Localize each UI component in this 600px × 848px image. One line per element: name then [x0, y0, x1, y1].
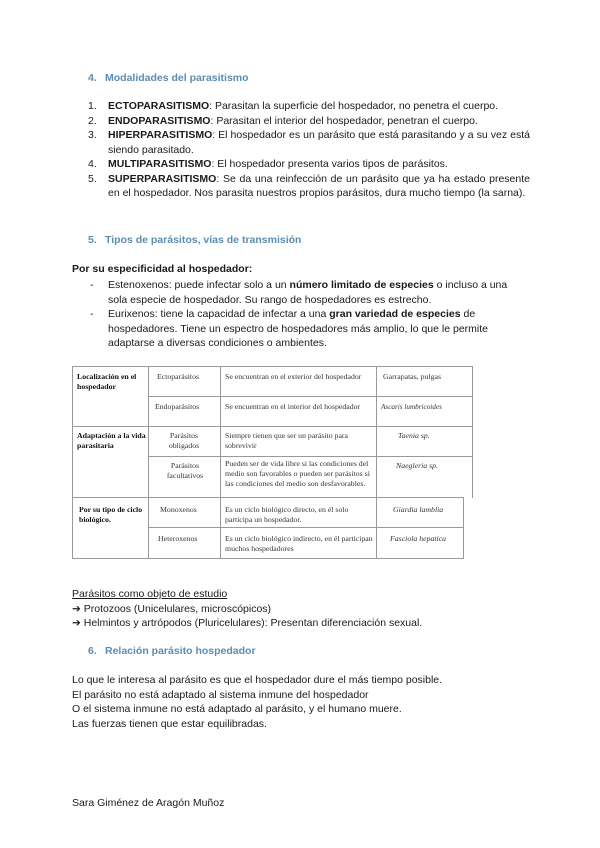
text-line: Lo que le interesa al parásito es que el hospedador dure el más tiempo posible. — [72, 674, 443, 686]
table-cell: Se encuentran en el interior del hospedador — [225, 402, 361, 411]
table-cell: Es un ciclo biológico directo, en él solo participa un hospedador. — [225, 505, 349, 524]
list-item: 3. HIPERPARASITISMO: El hospedador es un parásito que está parasitando y a su vez está siendo parasitado. — [88, 129, 530, 156]
study-block — [72, 587, 422, 631]
list-item: - Eurixenos: tiene la capacidad de infectar a una gran variedad de especies de hospedadores. Tiene un espectro de hospedadores más amplio, lo que le permite adaptarse a diversas condiciones o ambientes. — [90, 308, 488, 349]
table-cell: Taenia sp. — [398, 431, 430, 440]
table-cell: Localización en el hospedador — [77, 372, 137, 391]
footer-author: Sara Giménez de Aragón Muñoz — [72, 797, 225, 809]
text-line: O el sistema inmune no está adaptado al parásito, y el humano muere. — [72, 703, 402, 715]
term: MULTIPARASITISMO — [108, 158, 212, 170]
section-4-heading — [88, 72, 249, 84]
table-cell: Naegleria sp. — [396, 461, 439, 470]
table-cell: Monoxenos — [160, 505, 197, 514]
list-item: ➔ Protozoos (Unicelulares, microscópicos) — [72, 602, 272, 615]
list-item: 5. SUPERPARASITISMO: Se da una reinfección de un parásito que ya ha estado presente en el hospedador. Nos parasita nuestros propios parásitos, dura mucho tiempo (la sarna). — [88, 172, 530, 199]
specificity-heading: Por su especificidad al hospedador: — [72, 263, 253, 275]
section-5-heading — [88, 234, 301, 246]
table-cell: Garrapatas, pulgas — [383, 372, 442, 381]
table-cell: Ectoparásitos — [157, 372, 200, 381]
table-cell: Parásitos obligados — [168, 431, 200, 450]
term: SUPERPARASITISMO — [108, 172, 217, 185]
arrow-icon: ➔ — [72, 602, 81, 615]
table-cell: Por su tipo de ciclo biológico. — [79, 505, 143, 524]
relation-paragraph — [72, 673, 442, 731]
table-cell: Pueden ser de vida libre si las condiciones del medio son favorables o pueden ser parásitos si las condiciones del medio son desfavorables. — [225, 459, 370, 488]
section-number: 5. — [88, 234, 97, 246]
text-line: El parásito no está adaptado al sistema inmune del hospedador — [72, 688, 369, 701]
table-cell: Es un ciclo biológico indirecto, en él participan muchos hospedadores — [225, 534, 373, 553]
table-cell: Parásitos facultativos — [166, 461, 204, 480]
term: HIPERPARASITISMO — [108, 129, 213, 141]
term: ECTOPARASITISMO — [108, 100, 210, 112]
section-title: Relación parásito hospedador — [105, 645, 256, 657]
section-number: 6. — [88, 645, 97, 657]
table-cell: Siempre tienen que ser un parásito para sobrevivir — [225, 431, 348, 450]
table-cell: Endoparásitos — [155, 402, 200, 411]
list-item: 1. ECTOPARASITISMO: Parasitan la superficie del hospedador, no penetra el cuerpo. — [88, 100, 499, 112]
table-cell: Fasciola hepatica — [390, 534, 447, 543]
table-cell: Se encuentran en el exterior del hospedador — [225, 372, 362, 381]
section-number: 4. — [88, 72, 97, 84]
section-title: Tipos de parásitos, vías de transmisión — [105, 234, 302, 246]
table-cell: Giardia lamblia — [393, 505, 444, 514]
text-line: Las fuerzas tienen que estar equilibradas. — [72, 717, 267, 730]
table-cell: Ascaris lumbricoides — [381, 403, 442, 411]
modalities-list — [88, 99, 530, 201]
list-item: 4. MULTIPARASITISMO: El hospedador presenta varios tipos de parásitos. — [88, 158, 448, 170]
section-6-heading — [88, 645, 256, 657]
list-item: ➔ Helmintos y artrópodos (Pluricelulares): Presentan diferenciación sexual. — [72, 617, 423, 629]
list-item: 2. ENDOPARASITISMO: Parasitan el interior del hospedador, penetran el cuerpo. — [88, 114, 478, 127]
list-item: - Estenoxenos: puede infectar solo a un número limitado de especies o incluso a una sola especie de hospedador. Su rango de hospedadores es estrecho. — [90, 279, 508, 306]
section-title: Modalidades del parasitismo — [105, 72, 249, 84]
table-cell: Adaptación a la vida parasitaria — [77, 431, 146, 450]
specificity-list — [88, 278, 528, 351]
arrow-icon: ➔ — [72, 617, 81, 629]
study-title: Parásitos como objeto de estudio — [72, 588, 228, 600]
term: ENDOPARASITISMO — [108, 114, 211, 127]
table-cell: Heteroxenos — [158, 534, 198, 543]
